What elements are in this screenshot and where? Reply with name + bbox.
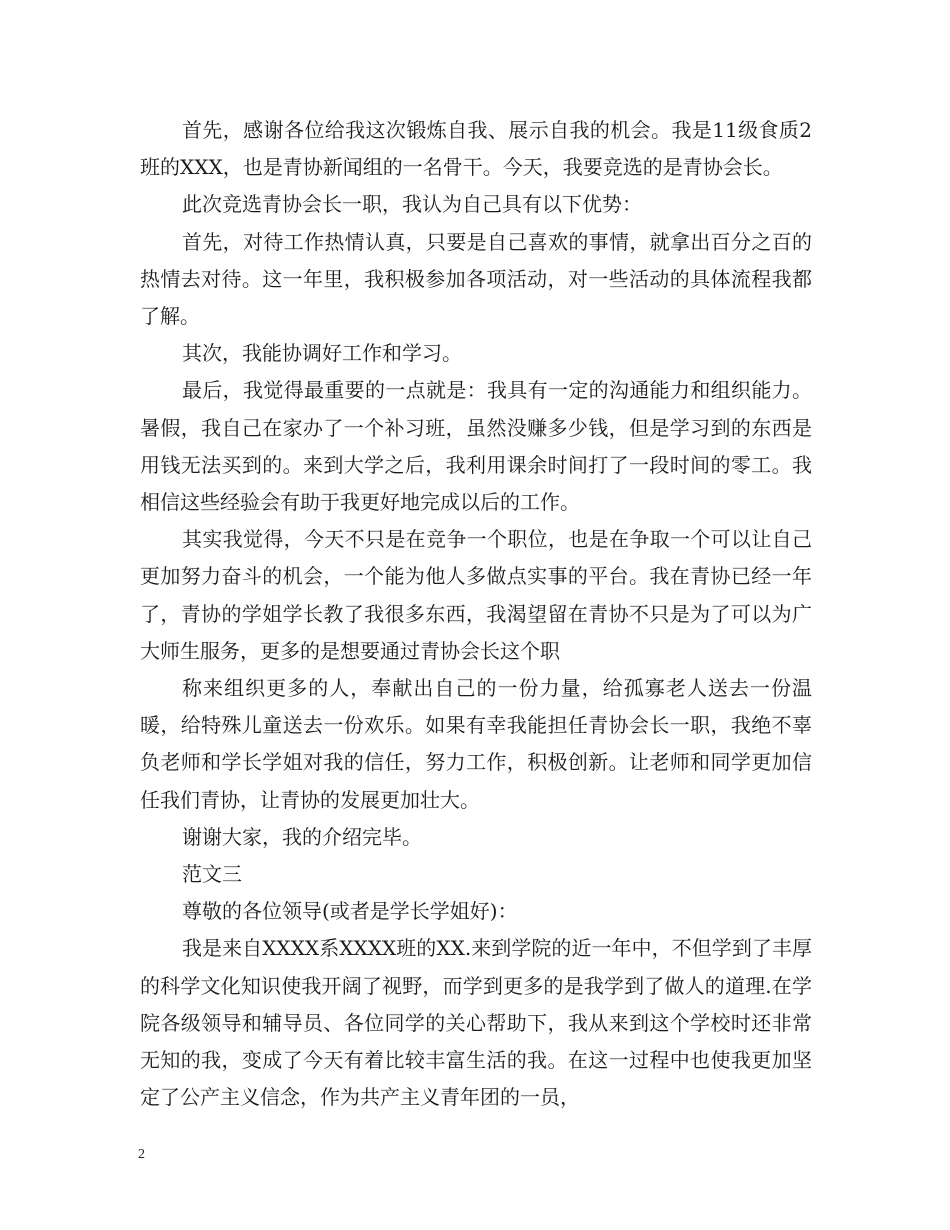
paragraph-5: 最后，我觉得最重要的一点就是：我具有一定的沟通能力和组织能力。暑假，我自己在家办了一个补习班，虽然没赚多少钱，但是学习到的东西是用钱无法买到的。来到大学之后，我利用课余时间打了一段时间的零工。我相信这些经验会有助于我更好地完成以后的工作。 bbox=[140, 378, 812, 515]
paragraph-1: 首先，感谢各位给我这次锻炼自我、展示自我的机会。我是11级食质2班的XXX，也是青协新闻组的一名骨干。今天，我要竞选的是青协会长。 bbox=[140, 118, 812, 180]
page-number: 2 bbox=[138, 1147, 145, 1162]
paragraph-11: 我是来自XXXX系XXXX班的XX.来到学院的近一年中，不但学到了丰厚的科学文化知识使我开阔了视野，而学到更多的是我学到了做人的道理.在学院各级领导和辅导员、各位同学的关心帮助下，我从来到这个学校时还非常无知的我，变成了今天有着比较丰富生活的我。在这一过程中也使我更加坚定了公产主义信念，作为共产主义青年团的一员， bbox=[140, 936, 812, 1110]
paragraph-7: 称来组织更多的人，奉献出自己的一份力量，给孤寡老人送去一份温暖，给特殊儿童送去一份欢乐。如果有幸我能担任青协会长一职，我绝不辜负老师和学长学姐对我的信任，努力工作，积极创新。让老师和同学更加信任我们青协，让青协的发展更加壮大。 bbox=[140, 676, 812, 812]
paragraph-8: 谢谢大家，我的介绍完毕。 bbox=[182, 824, 422, 849]
paragraph-4: 其次，我能协调好工作和学习。 bbox=[182, 341, 462, 366]
section-heading: 范文三 bbox=[182, 862, 242, 887]
paragraph-6: 其实我觉得，今天不只是在竞争一个职位，也是在争取一个可以让自己更加努力奋斗的机会，一个能为他人多做点实事的平台。我在青协已经一年了，青协的学姐学长教了我很多东西，我渴望留在青协不只是为了可以为广大师生服务，更多的是想要通过青协会长这个职 bbox=[140, 527, 812, 663]
salutation: 尊敬的各位领导(或者是学长学姐好)： bbox=[182, 899, 518, 924]
paragraph-3: 首先，对待工作热情认真，只要是自己喜欢的事情，就拿出百分之百的热情去对待。这一年里，我积极参加各项活动，对一些活动的具体流程我都了解。 bbox=[140, 229, 812, 329]
paragraph-2: 此次竞选青协会长一职，我认为自己具有以下优势： bbox=[182, 192, 642, 217]
document-body bbox=[140, 112, 812, 1116]
